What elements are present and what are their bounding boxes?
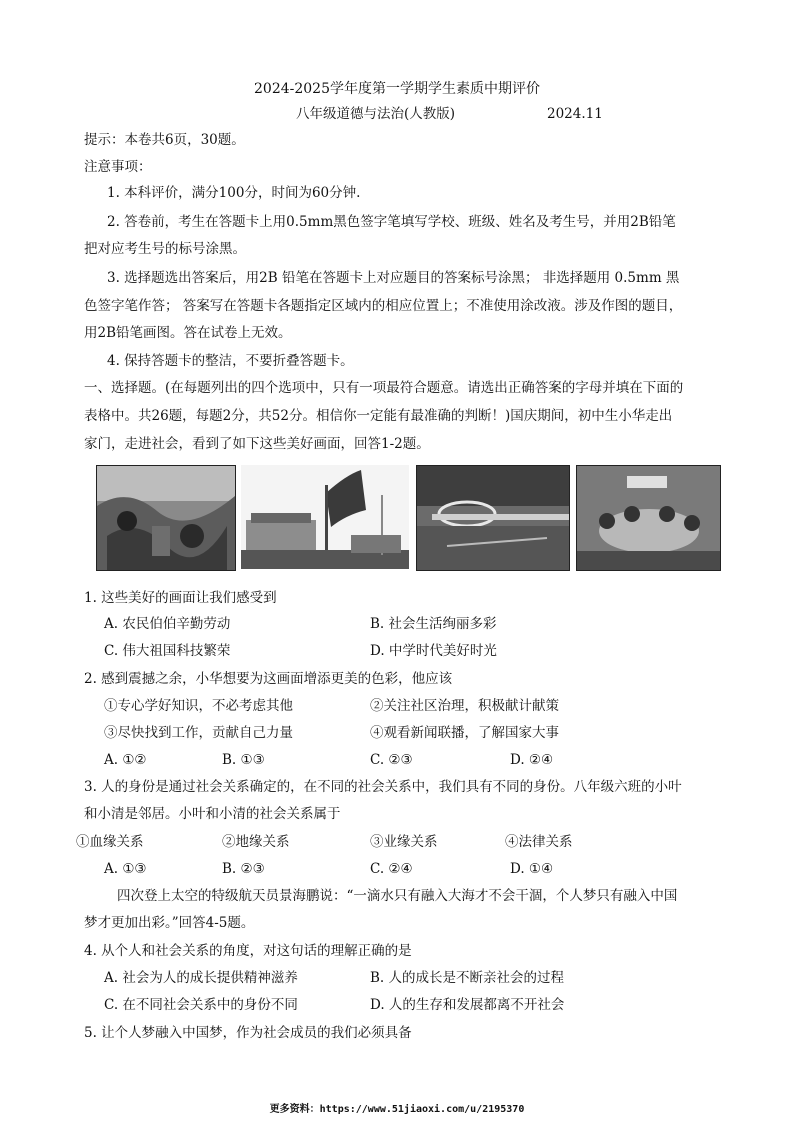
question-2-option-c: C. ②③ [370,752,413,768]
photo-community-meeting [576,465,721,571]
question-2-item: ②关注社区治理，积极献计献策 [370,698,559,714]
question-4-option-a: A. 社会为人的成长提供精神滋养 [104,970,298,986]
question-3-stem: 和小清是邻居。小叶和小清的社会关系属于 [84,806,341,822]
question-3-item: ④法律关系 [505,834,573,850]
passage-text: 梦才更加出彩。”回答4-5题。 [84,915,255,931]
question-3-option-a: A. ①③ [104,861,147,877]
question-1-option-a: A. 农民伯伯辛勤劳动 [104,616,231,632]
question-1-option-b: B. 社会生活绚丽多彩 [370,616,497,632]
question-4-option-c: C. 在不同社会关系中的身份不同 [104,997,298,1013]
question-2-item: ③尽快找到工作，贡献自己力量 [104,725,293,741]
question-3-option-d: D. ①④ [510,861,554,877]
question-3-option-b: B. ②③ [222,861,265,877]
question-3-option-c: C. ②④ [370,861,413,877]
note-item: 把对应考生号的标号涂黑。 [84,241,246,257]
photo-bridge-park [416,465,570,571]
footer-source-link[interactable]: 更多资料：https://www.51jiaoxi.com/u/2195370 [269,1104,525,1115]
question-4-option-d: D. 人的生存和发展都离不开社会 [370,997,565,1013]
note-item: 1. 本科评价，满分100分，时间为60分钟. [107,185,361,201]
question-2-option-a: A. ①② [104,752,147,768]
question-2-item: ①专心学好知识，不必考虑其他 [104,698,293,714]
section-intro: 家门，走进社会，看到了如下这些美好画面，回答1-2题。 [84,436,430,452]
photo-flag-square [241,465,409,569]
photo-farm-harvest [96,465,236,571]
question-2-option-d: D. ②④ [510,752,554,768]
question-3-item: ③业缘关系 [370,834,438,850]
question-3-item: ①血缘关系 [76,834,144,850]
note-item: 4. 保持答题卡的整洁，不要折叠答题卡。 [107,353,354,369]
question-2-stem: 2. 感到震撼之余，小华想要为这画面增添更美的色彩，他应该 [84,671,453,687]
question-1-option-c: C. 伟大祖国科技繁荣 [104,643,231,659]
question-5-stem: 5. 让个人梦融入中国梦，作为社会成员的我们必须具备 [84,1025,412,1041]
question-3-stem: 3. 人的身份是通过社会关系确定的，在不同的社会关系中，我们具有不同的身份。八年级六班的小叶 [84,779,682,795]
question-4-stem: 4. 从个人和社会关系的角度，对这句话的理解正确的是 [84,943,412,959]
question-1-option-d: D. 中学时代美好时光 [370,643,497,659]
notes-heading: 注意事项： [84,159,152,175]
question-2-option-b: B. ①③ [222,752,265,768]
exam-subtitle: 八年级道德与法治(人教版) [296,106,456,122]
exam-title: 2024-2025学年度第一学期学生素质中期评价 [254,81,540,97]
section-intro: 表格中。共26题，每题2分，共52分。相信你一定能有最准确的判断！)国庆期间，初中生小华走出 [84,408,673,424]
section-intro: 一、选择题。(在每题列出的四个选项中，只有一项最符合题意。请选出正确答案的字母并填在下面的 [84,380,684,396]
question-4-option-b: B. 人的成长是不断亲社会的过程 [370,970,565,986]
question-1-stem: 1. 这些美好的画面让我们感受到 [84,590,277,606]
question-3-item: ②地缘关系 [222,834,290,850]
note-item: 2. 答卷前，考生在答题卡上用0.5mm黑色签字笔填写学校、班级、姓名及考生号，并用2B铅笔 [107,214,676,230]
note-item: 色签字笔作答； 答案写在答题卡各题指定区域内的相应位置上；不准使用涂改液。涉及作图的题目， [84,298,683,314]
passage-text: 四次登上太空的特级航天员景海鹏说：“一滴水只有融入大海才不会干涸，个人梦只有融入中国 [117,888,678,904]
note-item: 3. 选择题选出答案后，用2B 铅笔在答题卡上对应题目的答案标号涂黑； 非选择题用 0.5mm 黑 [107,270,680,286]
note-item: 用2B铅笔画图。答在试卷上无效。 [84,325,292,341]
question-2-item: ④观看新闻联播，了解国家大事 [370,725,559,741]
exam-tip: 提示：本卷共6页，30题。 [84,132,245,148]
exam-date: 2024.11 [547,106,603,122]
